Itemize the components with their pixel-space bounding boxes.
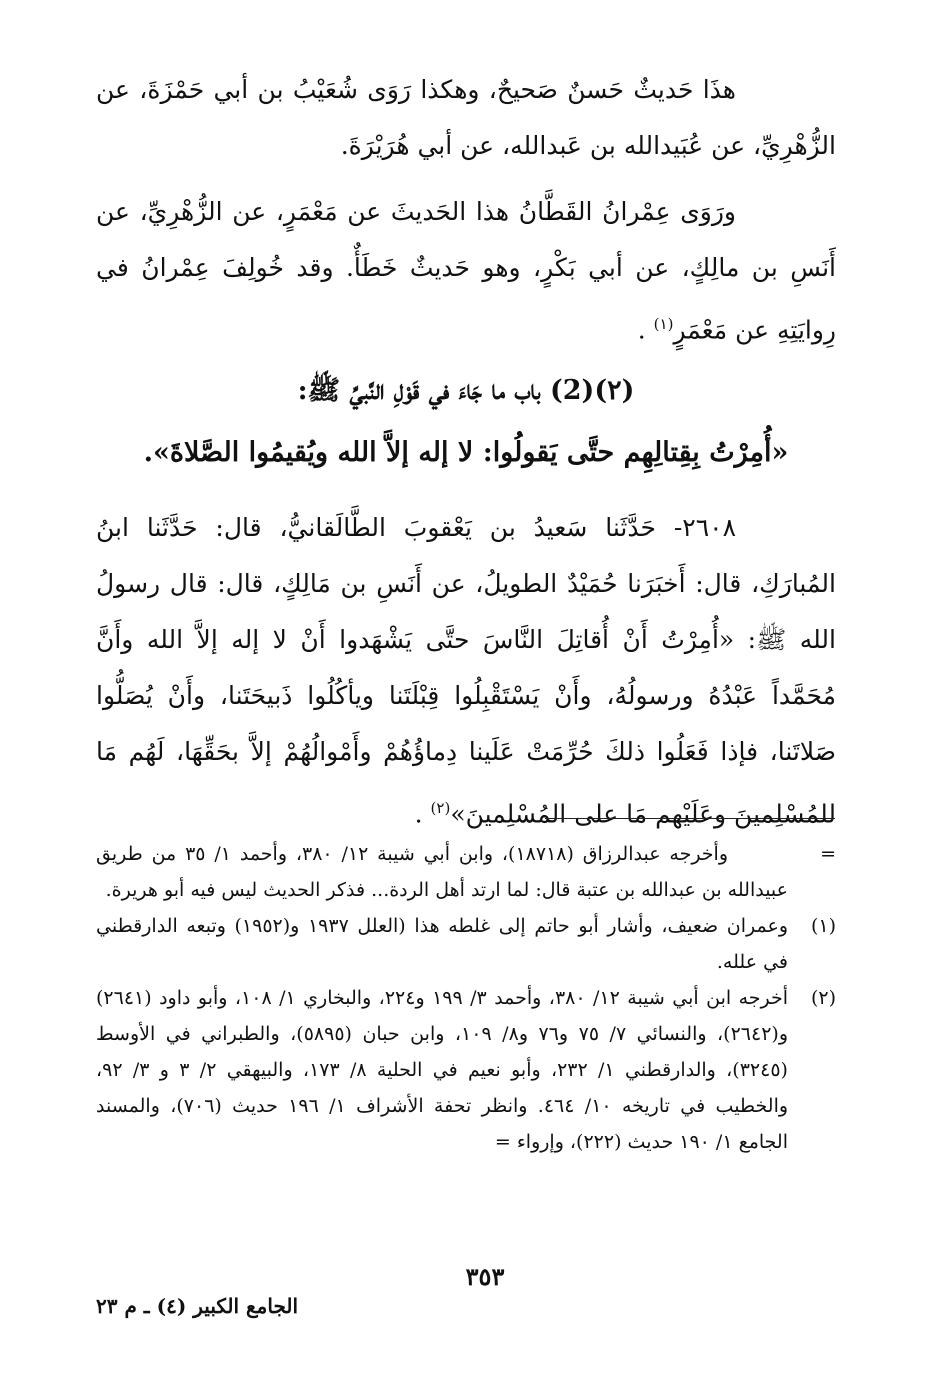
paragraph-2-end: .	[637, 315, 654, 345]
paragraph-1-text: هذَا حَديثٌ حَسنٌ صَحيحٌ، وهكذا رَوَى شُعَيْبُ بن أبي حَمْزَةَ، عن الزُّهْرِيِّ، عن عُبَيدالله بن عَبدالله، عن أبي هُرَيْرَةَ.	[96, 75, 836, 160]
hadith-end: .	[414, 799, 431, 829]
footnote-divider	[545, 818, 835, 819]
footnote-text: وأخرجه عبدالرزاق (١٨٧١٨)، وابن أبي شيبة ١٢/ ٣٨٠، وأحمد ١/ ٣٥ من طريق عبيدالله بن عبدالله بن عتبة قال: لما ارتد أهل الردة... فذكر الحديث ليس فيه أبو هريرة.	[96, 843, 788, 901]
chapter-heading-line-1: (٢)(2) باب ما جَاءَ في قَوْلِ النَّبيِّ ﷺ:	[297, 375, 635, 407]
hadith-text: ٢٦٠٨- حَدَّثَنا سَعيدُ بن يَعْقوبَ الطَّالَقانيُّ، قال: حَدَّثَنا ابنُ المُبارَكِ، قال: أَخبَرَنا حُمَيْدٌ الطويلُ، عن أَنَسِ بن مَالِكٍ، قال: قال رسولُ الله ﷺ: «أُمِرْتُ أَنْ أُقاتِلَ النَّاسَ حتَّى يَشْهَدوا أَنْ لا إله إلاَّ الله وأَنَّ مُحَمَّداً عَبْدُهُ ورسولُهُ، وأَنْ يَسْتَقْبِلُوا قِبْلَتَنا ويأكُلُوا ذَبيحَتَنا، وأَنْ يُصَلُّوا صَلاتَنا، فإذا فَعَلُوا ذلكَ حُرِّمَتْ عَلَينا دِماؤُهُمْ وأَمْوالُهُمْ إلاَّ بحَقِّهَا، لَهُم مَا للمُسْلِمينَ وعَلَيْهم مَا على المُسْلِمينَ»	[96, 513, 836, 829]
paragraph-2	[96, 184, 836, 358]
footnote-continuation	[96, 836, 836, 908]
paragraph-1	[96, 62, 836, 174]
footnote-mark: (٢)	[810, 987, 836, 1009]
book-signature: الجامع الكبير (٤) ـ م ٢٣	[96, 1294, 299, 1318]
footnote-2	[96, 980, 836, 1160]
footnote-ref-2[interactable]: (٢)	[430, 799, 451, 818]
footnote-mark: =	[820, 843, 836, 865]
paragraph-2-text: ورَوَى عِمْرانُ القَطَّانُ هذا الحَديثَ عن مَعْمَرٍ، عن الزُّهْرِيِّ، عن أَنَسِ بن مالِكٍ، عن أبي بَكْرٍ، وهو حَديثٌ خَطَأٌ. وقد خُولِفَ عِمْرانُ في رِوايَتِهِ عن مَعْمَرٍ	[96, 197, 836, 345]
page-body	[96, 62, 836, 843]
footnote-mark: (١)	[810, 915, 836, 937]
footnote-text: أخرجه ابن أبي شيبة ١٢/ ٣٨٠، وأحمد ٣/ ١٩٩ و٢٢٤، والبخاري ١/ ١٠٨، وأبو داود (٢٦٤١) و(٢٦٤٢)، والنسائي ٧/ ٧٥ و٧٦ و٨/ ١٠٩، وابن حبان (٥٨٩٥)، والطبراني في الأوسط (٣٢٤٥)، والدارقطني ١/ ٢٣٢، وأبو نعيم في الحلية ٨/ ١٧٣، والبيهقي ٢/ ٣ و ٣/ ٩٢، والخطيب في تاريخه ١٠/ ٤٦٤. وانظر تحفة الأشراف ١/ ١٩٦ حديث (٧٠٦)، والمسند الجامع ١/ ١٩٠ حديث (٢٢٢)، وإرواء =	[96, 987, 789, 1153]
hadith-paragraph	[96, 500, 836, 842]
footnote-1	[96, 908, 836, 980]
page-number: ٣٥٣	[465, 1262, 505, 1291]
chapter-heading-line-2: «أُمِرْتُ بِقِتالِهِم حتَّى يَقولُوا: لا إله إلاَّ الله ويُقيمُوا الصَّلاةَ».	[143, 437, 789, 469]
footnote-text: وعمران ضعيف، وأشار أبو حاتم إلى غلطه هذا (العلل ١٩٣٧ و(١٩٥٢) وتبعه الدارقطني في علله.	[96, 915, 788, 973]
footnote-ref-1[interactable]: (١)	[653, 315, 674, 333]
footnotes	[96, 836, 836, 1160]
